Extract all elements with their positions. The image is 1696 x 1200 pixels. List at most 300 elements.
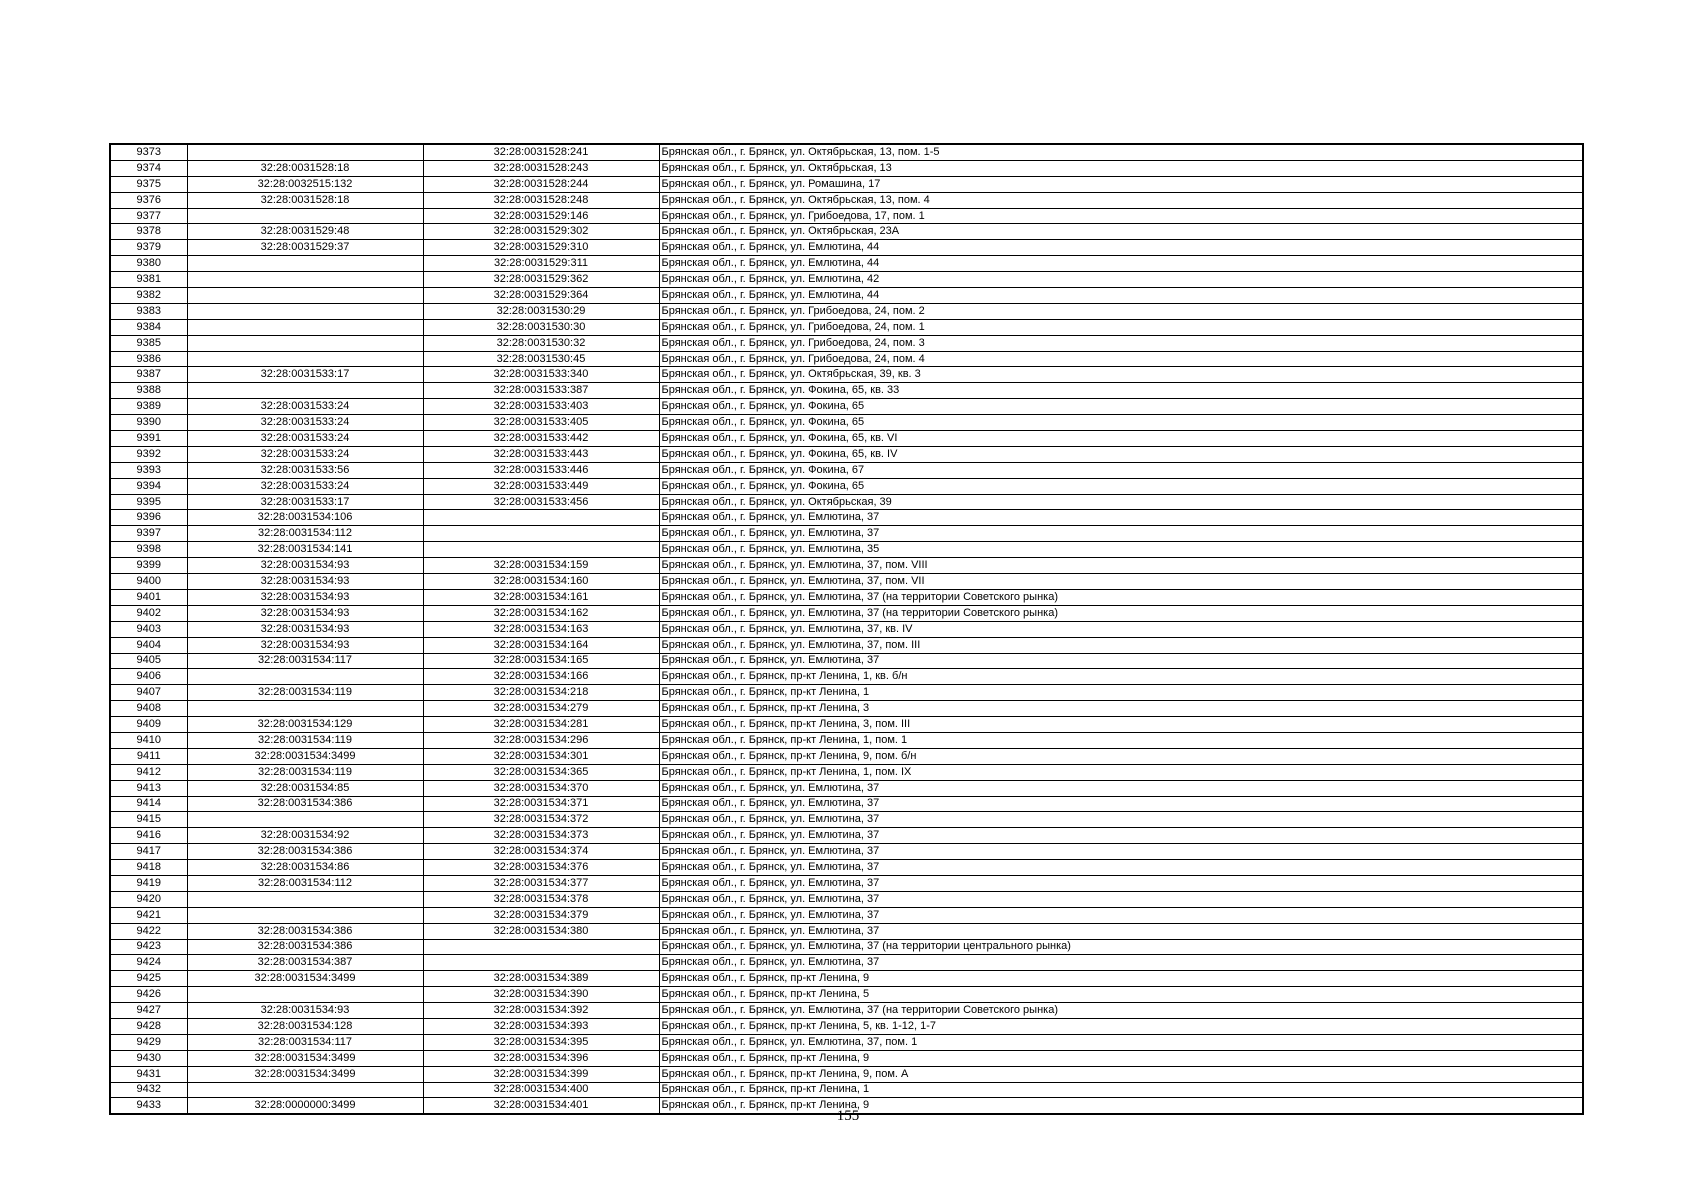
row-number-cell: 9399 <box>110 558 187 574</box>
table-row <box>110 796 1583 812</box>
address-cell: Брянская обл., г. Брянск, пр-кт Ленина, 1, пом. IX <box>659 764 1583 780</box>
address-cell: Брянская обл., г. Брянск, ул. Емлютина, 37 <box>659 891 1583 907</box>
table-row <box>110 589 1583 605</box>
object-cadastral-number-cell: 32:28:0031534:218 <box>423 685 659 701</box>
object-cadastral-number-cell: 32:28:0031534:301 <box>423 748 659 764</box>
row-number-cell: 9413 <box>110 780 187 796</box>
address-cell: Брянская обл., г. Брянск, ул. Грибоедова, 24, пом. 1 <box>659 319 1583 335</box>
object-cadastral-number-cell: 32:28:0031534:390 <box>423 987 659 1003</box>
row-number-cell: 9411 <box>110 748 187 764</box>
table-row <box>110 637 1583 653</box>
address-cell: Брянская обл., г. Брянск, ул. Емлютина, 37 <box>659 844 1583 860</box>
address-cell: Брянская обл., г. Брянск, ул. Емлютина, 37 <box>659 907 1583 923</box>
row-number-cell: 9431 <box>110 1066 187 1082</box>
address-cell: Брянская обл., г. Брянск, ул. Грибоедова, 24, пом. 3 <box>659 335 1583 351</box>
address-cell: Брянская обл., г. Брянск, пр-кт Ленина, 9 <box>659 971 1583 987</box>
land-parcel-number-cell: 32:28:0031534:129 <box>187 717 423 733</box>
table-row <box>110 828 1583 844</box>
table-row <box>110 494 1583 510</box>
table-row <box>110 431 1583 447</box>
land-parcel-number-cell: 32:28:0031529:48 <box>187 224 423 240</box>
address-cell: Брянская обл., г. Брянск, ул. Грибоедова, 24, пом. 4 <box>659 351 1583 367</box>
land-parcel-number-cell <box>187 907 423 923</box>
object-cadastral-number-cell: 32:28:0031534:371 <box>423 796 659 812</box>
object-cadastral-number-cell: 32:28:0031534:393 <box>423 1018 659 1034</box>
address-cell: Брянская обл., г. Брянск, пр-кт Ленина, 3, пом. III <box>659 717 1583 733</box>
registry-table-body <box>110 144 1583 1114</box>
table-row <box>110 462 1583 478</box>
address-cell: Брянская обл., г. Брянск, пр-кт Ленина, 9, пом. А <box>659 1066 1583 1082</box>
table-row <box>110 621 1583 637</box>
land-parcel-number-cell: 32:28:0031529:37 <box>187 240 423 256</box>
land-parcel-number-cell: 32:28:0031534:128 <box>187 1018 423 1034</box>
table-row <box>110 1066 1583 1082</box>
address-cell: Брянская обл., г. Брянск, ул. Октябрьская, 13, пом. 4 <box>659 192 1583 208</box>
table-row <box>110 875 1583 891</box>
table-row <box>110 891 1583 907</box>
address-cell: Брянская обл., г. Брянск, ул. Фокина, 65 <box>659 478 1583 494</box>
land-parcel-number-cell <box>187 256 423 272</box>
row-number-cell: 9391 <box>110 431 187 447</box>
address-cell: Брянская обл., г. Брянск, ул. Фокина, 65, кв. 33 <box>659 383 1583 399</box>
object-cadastral-number-cell: 32:28:0031534:376 <box>423 860 659 876</box>
table-row <box>110 240 1583 256</box>
object-cadastral-number-cell: 32:28:0031533:405 <box>423 415 659 431</box>
object-cadastral-number-cell: 32:28:0031530:32 <box>423 335 659 351</box>
land-parcel-number-cell <box>187 383 423 399</box>
object-cadastral-number-cell: 32:28:0031534:159 <box>423 558 659 574</box>
address-cell: Брянская обл., г. Брянск, ул. Октябрьская, 13, пом. 1-5 <box>659 144 1583 160</box>
row-number-cell: 9375 <box>110 176 187 192</box>
table-row <box>110 764 1583 780</box>
row-number-cell: 9390 <box>110 415 187 431</box>
row-number-cell: 9380 <box>110 256 187 272</box>
table-row <box>110 272 1583 288</box>
table-row <box>110 319 1583 335</box>
address-cell: Брянская обл., г. Брянск, пр-кт Ленина, 5 <box>659 987 1583 1003</box>
object-cadastral-number-cell: 32:28:0031534:401 <box>423 1098 659 1114</box>
land-parcel-number-cell: 32:28:0031534:386 <box>187 923 423 939</box>
object-cadastral-number-cell: 32:28:0031533:456 <box>423 494 659 510</box>
table-row <box>110 907 1583 923</box>
land-parcel-number-cell: 32:28:0031534:386 <box>187 844 423 860</box>
row-number-cell: 9381 <box>110 272 187 288</box>
table-row <box>110 971 1583 987</box>
land-parcel-number-cell: 32:28:0031534:3499 <box>187 971 423 987</box>
address-cell: Брянская обл., г. Брянск, ул. Емлютина, 37 <box>659 510 1583 526</box>
address-cell: Брянская обл., г. Брянск, ул. Емлютина, 37, пом. III <box>659 637 1583 653</box>
row-number-cell: 9397 <box>110 526 187 542</box>
land-parcel-number-cell: 32:28:0031534:3499 <box>187 1066 423 1082</box>
table-row <box>110 478 1583 494</box>
land-parcel-number-cell <box>187 891 423 907</box>
table-row <box>110 446 1583 462</box>
address-cell: Брянская обл., г. Брянск, ул. Емлютина, 37 (на территории центрального рынка) <box>659 939 1583 955</box>
row-number-cell: 9426 <box>110 987 187 1003</box>
table-row <box>110 812 1583 828</box>
land-parcel-number-cell: 32:28:0031533:56 <box>187 462 423 478</box>
land-parcel-number-cell: 32:28:0031534:112 <box>187 875 423 891</box>
table-row <box>110 510 1583 526</box>
object-cadastral-number-cell: 32:28:0031534:377 <box>423 875 659 891</box>
object-cadastral-number-cell: 32:28:0031533:340 <box>423 367 659 383</box>
row-number-cell: 9392 <box>110 446 187 462</box>
object-cadastral-number-cell: 32:28:0031534:399 <box>423 1066 659 1082</box>
table-row <box>110 367 1583 383</box>
land-parcel-number-cell <box>187 351 423 367</box>
object-cadastral-number-cell: 32:28:0031534:161 <box>423 589 659 605</box>
object-cadastral-number-cell: 32:28:0031534:279 <box>423 701 659 717</box>
object-cadastral-number-cell: 32:28:0031533:443 <box>423 446 659 462</box>
row-number-cell: 9402 <box>110 605 187 621</box>
address-cell: Брянская обл., г. Брянск, пр-кт Ленина, 5, кв. 1-12, 1-7 <box>659 1018 1583 1034</box>
row-number-cell: 9373 <box>110 144 187 160</box>
table-row <box>110 844 1583 860</box>
address-cell: Брянская обл., г. Брянск, пр-кт Ленина, 1, кв. б/н <box>659 669 1583 685</box>
table-row <box>110 685 1583 701</box>
table-row <box>110 748 1583 764</box>
row-number-cell: 9414 <box>110 796 187 812</box>
object-cadastral-number-cell: 32:28:0031534:389 <box>423 971 659 987</box>
table-row <box>110 701 1583 717</box>
address-cell: Брянская обл., г. Брянск, ул. Октябрьская, 13 <box>659 160 1583 176</box>
address-cell: Брянская обл., г. Брянск, ул. Емлютина, 44 <box>659 256 1583 272</box>
address-cell: Брянская обл., г. Брянск, пр-кт Ленина, 3 <box>659 701 1583 717</box>
land-parcel-number-cell <box>187 272 423 288</box>
table-row <box>110 1050 1583 1066</box>
land-parcel-number-cell <box>187 669 423 685</box>
table-row <box>110 303 1583 319</box>
land-parcel-number-cell <box>187 1082 423 1098</box>
land-parcel-number-cell: 32:28:0031534:119 <box>187 764 423 780</box>
row-number-cell: 9394 <box>110 478 187 494</box>
row-number-cell: 9409 <box>110 717 187 733</box>
land-parcel-number-cell: 32:28:0031534:3499 <box>187 748 423 764</box>
table-row <box>110 176 1583 192</box>
land-parcel-number-cell <box>187 319 423 335</box>
table-row <box>110 224 1583 240</box>
row-number-cell: 9388 <box>110 383 187 399</box>
object-cadastral-number-cell: 32:28:0031534:400 <box>423 1082 659 1098</box>
land-parcel-number-cell <box>187 987 423 1003</box>
land-parcel-number-cell: 32:28:0031534:386 <box>187 796 423 812</box>
address-cell: Брянская обл., г. Брянск, ул. Емлютина, 37 <box>659 923 1583 939</box>
object-cadastral-number-cell <box>423 939 659 955</box>
object-cadastral-number-cell: 32:28:0031533:403 <box>423 399 659 415</box>
row-number-cell: 9396 <box>110 510 187 526</box>
land-parcel-number-cell <box>187 288 423 304</box>
address-cell: Брянская обл., г. Брянск, ул. Фокина, 65, кв. VI <box>659 431 1583 447</box>
land-parcel-number-cell: 32:28:0031533:24 <box>187 446 423 462</box>
land-parcel-number-cell: 32:28:0031534:86 <box>187 860 423 876</box>
land-parcel-number-cell: 32:28:0031528:18 <box>187 160 423 176</box>
object-cadastral-number-cell: 32:28:0031534:378 <box>423 891 659 907</box>
address-cell: Брянская обл., г. Брянск, ул. Фокина, 65 <box>659 415 1583 431</box>
land-parcel-number-cell: 32:28:0031534:112 <box>187 526 423 542</box>
object-cadastral-number-cell: 32:28:0031534:166 <box>423 669 659 685</box>
row-number-cell: 9382 <box>110 288 187 304</box>
row-number-cell: 9393 <box>110 462 187 478</box>
object-cadastral-number-cell: 32:28:0031529:302 <box>423 224 659 240</box>
object-cadastral-number-cell: 32:28:0031533:442 <box>423 431 659 447</box>
row-number-cell: 9395 <box>110 494 187 510</box>
object-cadastral-number-cell: 32:28:0031528:243 <box>423 160 659 176</box>
object-cadastral-number-cell: 32:28:0031534:392 <box>423 1003 659 1019</box>
address-cell: Брянская обл., г. Брянск, пр-кт Ленина, 9, пом. б/н <box>659 748 1583 764</box>
row-number-cell: 9433 <box>110 1098 187 1114</box>
land-parcel-number-cell: 32:28:0032515:132 <box>187 176 423 192</box>
row-number-cell: 9398 <box>110 542 187 558</box>
address-cell: Брянская обл., г. Брянск, ул. Грибоедова, 24, пом. 2 <box>659 303 1583 319</box>
address-cell: Брянская обл., г. Брянск, ул. Емлютина, 37 <box>659 526 1583 542</box>
object-cadastral-number-cell: 32:28:0031530:29 <box>423 303 659 319</box>
address-cell: Брянская обл., г. Брянск, ул. Емлютина, 37 <box>659 828 1583 844</box>
row-number-cell: 9425 <box>110 971 187 987</box>
object-cadastral-number-cell: 32:28:0031534:281 <box>423 717 659 733</box>
object-cadastral-number-cell: 32:28:0031528:248 <box>423 192 659 208</box>
object-cadastral-number-cell: 32:28:0031533:446 <box>423 462 659 478</box>
row-number-cell: 9430 <box>110 1050 187 1066</box>
object-cadastral-number-cell: 32:28:0031534:370 <box>423 780 659 796</box>
land-parcel-number-cell: 32:28:0031528:18 <box>187 192 423 208</box>
table-row <box>110 955 1583 971</box>
object-cadastral-number-cell: 32:28:0031529:364 <box>423 288 659 304</box>
land-parcel-number-cell <box>187 208 423 224</box>
land-parcel-number-cell: 32:28:0031533:24 <box>187 399 423 415</box>
row-number-cell: 9404 <box>110 637 187 653</box>
land-parcel-number-cell: 32:28:0031534:387 <box>187 955 423 971</box>
land-parcel-number-cell: 32:28:0031534:117 <box>187 653 423 669</box>
row-number-cell: 9432 <box>110 1082 187 1098</box>
address-cell: Брянская обл., г. Брянск, ул. Емлютина, 37, пом. VIII <box>659 558 1583 574</box>
address-cell: Брянская обл., г. Брянск, ул. Октябрьская, 39, кв. 3 <box>659 367 1583 383</box>
table-row <box>110 669 1583 685</box>
land-parcel-number-cell: 32:28:0031534:85 <box>187 780 423 796</box>
object-cadastral-number-cell: 32:28:0031534:372 <box>423 812 659 828</box>
address-cell: Брянская обл., г. Брянск, пр-кт Ленина, 9 <box>659 1098 1583 1114</box>
row-number-cell: 9427 <box>110 1003 187 1019</box>
land-parcel-number-cell <box>187 335 423 351</box>
address-cell: Брянская обл., г. Брянск, ул. Емлютина, 44 <box>659 288 1583 304</box>
object-cadastral-number-cell: 32:28:0031534:379 <box>423 907 659 923</box>
object-cadastral-number-cell: 32:28:0031534:160 <box>423 574 659 590</box>
object-cadastral-number-cell <box>423 542 659 558</box>
land-parcel-number-cell: 32:28:0031534:92 <box>187 828 423 844</box>
address-cell: Брянская обл., г. Брянск, ул. Фокина, 65 <box>659 399 1583 415</box>
address-cell: Брянская обл., г. Брянск, ул. Емлютина, 37 (на территории Советского рынка) <box>659 1003 1583 1019</box>
object-cadastral-number-cell <box>423 510 659 526</box>
row-number-cell: 9422 <box>110 923 187 939</box>
row-number-cell: 9379 <box>110 240 187 256</box>
land-parcel-number-cell: 32:28:0031534:93 <box>187 574 423 590</box>
table-row <box>110 383 1583 399</box>
land-parcel-number-cell: 32:28:0031534:93 <box>187 589 423 605</box>
address-cell: Брянская обл., г. Брянск, ул. Фокина, 67 <box>659 462 1583 478</box>
row-number-cell: 9384 <box>110 319 187 335</box>
row-number-cell: 9420 <box>110 891 187 907</box>
address-cell: Брянская обл., г. Брянск, ул. Емлютина, 37 <box>659 796 1583 812</box>
object-cadastral-number-cell: 32:28:0031529:311 <box>423 256 659 272</box>
row-number-cell: 9428 <box>110 1018 187 1034</box>
address-cell: Брянская обл., г. Брянск, ул. Емлютина, 37 (на территории Советского рынка) <box>659 589 1583 605</box>
object-cadastral-number-cell: 32:28:0031529:362 <box>423 272 659 288</box>
address-cell: Брянская обл., г. Брянск, ул. Емлютина, 37 <box>659 653 1583 669</box>
table-row <box>110 192 1583 208</box>
land-parcel-number-cell <box>187 812 423 828</box>
object-cadastral-number-cell: 32:28:0031534:163 <box>423 621 659 637</box>
land-parcel-number-cell <box>187 303 423 319</box>
object-cadastral-number-cell: 32:28:0031534:296 <box>423 732 659 748</box>
row-number-cell: 9415 <box>110 812 187 828</box>
object-cadastral-number-cell: 32:28:0031534:380 <box>423 923 659 939</box>
object-cadastral-number-cell <box>423 526 659 542</box>
row-number-cell: 9429 <box>110 1034 187 1050</box>
row-number-cell: 9400 <box>110 574 187 590</box>
table-row <box>110 1018 1583 1034</box>
object-cadastral-number-cell: 32:28:0031529:146 <box>423 208 659 224</box>
row-number-cell: 9408 <box>110 701 187 717</box>
land-parcel-number-cell: 32:28:0000000:3499 <box>187 1098 423 1114</box>
address-cell: Брянская обл., г. Брянск, ул. Емлютина, 37 <box>659 875 1583 891</box>
land-parcel-number-cell: 32:28:0031534:93 <box>187 621 423 637</box>
address-cell: Брянская обл., г. Брянск, ул. Грибоедова, 17, пом. 1 <box>659 208 1583 224</box>
address-cell: Брянская обл., г. Брянск, ул. Октябрьская, 39 <box>659 494 1583 510</box>
object-cadastral-number-cell: 32:28:0031533:449 <box>423 478 659 494</box>
table-row <box>110 256 1583 272</box>
row-number-cell: 9401 <box>110 589 187 605</box>
row-number-cell: 9376 <box>110 192 187 208</box>
land-parcel-number-cell: 32:28:0031534:93 <box>187 1003 423 1019</box>
table-row <box>110 574 1583 590</box>
object-cadastral-number-cell: 32:28:0031534:395 <box>423 1034 659 1050</box>
object-cadastral-number-cell: 32:28:0031534:374 <box>423 844 659 860</box>
land-parcel-number-cell: 32:28:0031534:141 <box>187 542 423 558</box>
row-number-cell: 9403 <box>110 621 187 637</box>
address-cell: Брянская обл., г. Брянск, ул. Фокина, 65, кв. IV <box>659 446 1583 462</box>
table-row <box>110 923 1583 939</box>
row-number-cell: 9405 <box>110 653 187 669</box>
address-cell: Брянская обл., г. Брянск, пр-кт Ленина, 9 <box>659 1050 1583 1066</box>
table-row <box>110 558 1583 574</box>
row-number-cell: 9419 <box>110 875 187 891</box>
land-parcel-number-cell: 32:28:0031534:93 <box>187 637 423 653</box>
row-number-cell: 9421 <box>110 907 187 923</box>
row-number-cell: 9417 <box>110 844 187 860</box>
address-cell: Брянская обл., г. Брянск, ул. Емлютина, 37, кв. IV <box>659 621 1583 637</box>
table-row <box>110 653 1583 669</box>
table-row <box>110 526 1583 542</box>
table-row <box>110 1003 1583 1019</box>
address-cell: Брянская обл., г. Брянск, ул. Емлютина, 37, пом. VII <box>659 574 1583 590</box>
address-cell: Брянская обл., г. Брянск, ул. Емлютина, 37, пом. 1 <box>659 1034 1583 1050</box>
table-row <box>110 415 1583 431</box>
address-cell: Брянская обл., г. Брянск, ул. Емлютина, 35 <box>659 542 1583 558</box>
land-parcel-number-cell: 32:28:0031534:119 <box>187 732 423 748</box>
address-cell: Брянская обл., г. Брянск, ул. Емлютина, 37 <box>659 812 1583 828</box>
table-row <box>110 288 1583 304</box>
object-cadastral-number-cell: 32:28:0031528:241 <box>423 144 659 160</box>
page-number: 155 <box>836 1108 860 1124</box>
table-row <box>110 144 1583 160</box>
table-row <box>110 542 1583 558</box>
address-cell: Брянская обл., г. Брянск, ул. Емлютина, 37 <box>659 780 1583 796</box>
address-cell: Брянская обл., г. Брянск, пр-кт Ленина, 1 <box>659 1082 1583 1098</box>
table-row <box>110 732 1583 748</box>
object-cadastral-number-cell: 32:28:0031534:396 <box>423 1050 659 1066</box>
land-parcel-number-cell: 32:28:0031533:24 <box>187 431 423 447</box>
row-number-cell: 9377 <box>110 208 187 224</box>
address-cell: Брянская обл., г. Брянск, ул. Емлютина, 42 <box>659 272 1583 288</box>
table-row <box>110 605 1583 621</box>
land-parcel-number-cell: 32:28:0031533:17 <box>187 494 423 510</box>
land-parcel-number-cell: 32:28:0031534:93 <box>187 558 423 574</box>
table-row <box>110 1082 1583 1098</box>
land-parcel-number-cell: 32:28:0031534:3499 <box>187 1050 423 1066</box>
object-cadastral-number-cell: 32:28:0031534:165 <box>423 653 659 669</box>
address-cell: Брянская обл., г. Брянск, ул. Ромашина, 17 <box>659 176 1583 192</box>
row-number-cell: 9410 <box>110 732 187 748</box>
object-cadastral-number-cell: 32:28:0031533:387 <box>423 383 659 399</box>
address-cell: Брянская обл., г. Брянск, ул. Емлютина, 37 <box>659 860 1583 876</box>
row-number-cell: 9424 <box>110 955 187 971</box>
land-parcel-number-cell: 32:28:0031534:93 <box>187 605 423 621</box>
table-row <box>110 399 1583 415</box>
object-cadastral-number-cell: 32:28:0031530:45 <box>423 351 659 367</box>
table-row <box>110 939 1583 955</box>
row-number-cell: 9389 <box>110 399 187 415</box>
object-cadastral-number-cell: 32:28:0031534:373 <box>423 828 659 844</box>
object-cadastral-number-cell: 32:28:0031534:162 <box>423 605 659 621</box>
land-parcel-number-cell: 32:28:0031534:119 <box>187 685 423 701</box>
table-row <box>110 717 1583 733</box>
object-cadastral-number-cell: 32:28:0031534:365 <box>423 764 659 780</box>
land-parcel-number-cell: 32:28:0031533:24 <box>187 478 423 494</box>
object-cadastral-number-cell: 32:28:0031528:244 <box>423 176 659 192</box>
address-cell: Брянская обл., г. Брянск, ул. Емлютина, 37 (на территории Советского рынка) <box>659 605 1583 621</box>
table-row <box>110 335 1583 351</box>
row-number-cell: 9423 <box>110 939 187 955</box>
object-cadastral-number-cell: 32:28:0031529:310 <box>423 240 659 256</box>
land-parcel-number-cell: 32:28:0031533:17 <box>187 367 423 383</box>
address-cell: Брянская обл., г. Брянск, ул. Емлютина, 44 <box>659 240 1583 256</box>
table-row <box>110 351 1583 367</box>
row-number-cell: 9385 <box>110 335 187 351</box>
land-parcel-number-cell: 32:28:0031534:106 <box>187 510 423 526</box>
row-number-cell: 9416 <box>110 828 187 844</box>
land-parcel-number-cell: 32:28:0031534:386 <box>187 939 423 955</box>
registry-table <box>109 143 1584 1115</box>
land-parcel-number-cell: 32:28:0031534:117 <box>187 1034 423 1050</box>
row-number-cell: 9386 <box>110 351 187 367</box>
address-cell: Брянская обл., г. Брянск, пр-кт Ленина, 1 <box>659 685 1583 701</box>
address-cell: Брянская обл., г. Брянск, ул. Емлютина, 37 <box>659 955 1583 971</box>
row-number-cell: 9374 <box>110 160 187 176</box>
table-row <box>110 860 1583 876</box>
table-row <box>110 208 1583 224</box>
row-number-cell: 9378 <box>110 224 187 240</box>
address-cell: Брянская обл., г. Брянск, ул. Октябрьская, 23А <box>659 224 1583 240</box>
table-row <box>110 1034 1583 1050</box>
address-cell: Брянская обл., г. Брянск, пр-кт Ленина, 1, пом. 1 <box>659 732 1583 748</box>
table-row <box>110 987 1583 1003</box>
row-number-cell: 9383 <box>110 303 187 319</box>
row-number-cell: 9387 <box>110 367 187 383</box>
object-cadastral-number-cell <box>423 955 659 971</box>
table-row <box>110 780 1583 796</box>
row-number-cell: 9407 <box>110 685 187 701</box>
row-number-cell: 9418 <box>110 860 187 876</box>
table-row <box>110 160 1583 176</box>
